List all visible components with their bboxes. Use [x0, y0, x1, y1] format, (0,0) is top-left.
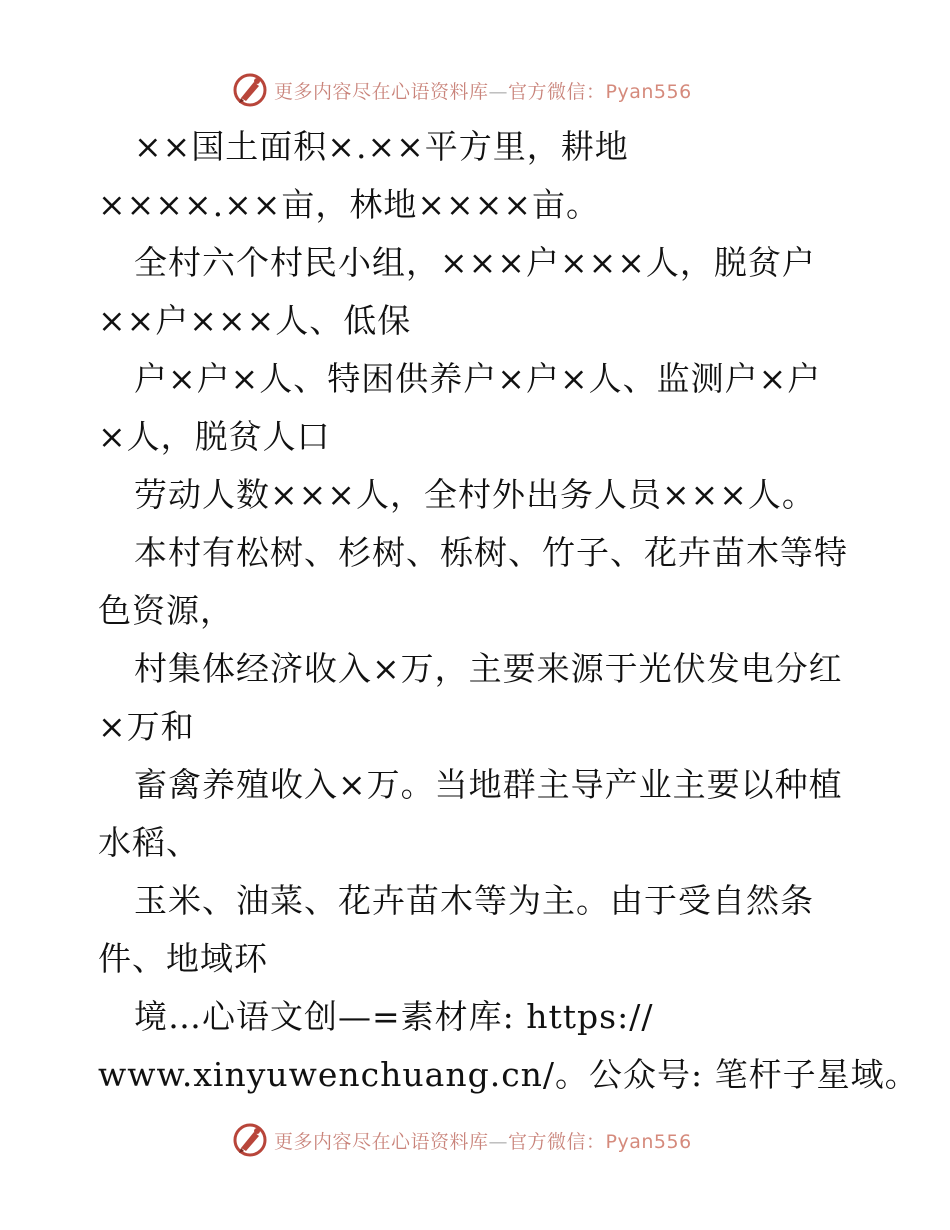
pen-logo-icon: [232, 1122, 268, 1158]
watermark-text: [274, 1127, 692, 1154]
watermark-wechat-id: Pyan556: [605, 80, 692, 103]
watermark-title: 更多内容尽在心语资料库: [274, 80, 489, 103]
text-line: 户×户×人、特困供养户×户×人、监测户×户: [134, 359, 822, 398]
pen-logo-icon: [232, 72, 268, 108]
text-line: 色资源，: [98, 591, 234, 630]
text-line: ××户×××人、低保: [98, 301, 412, 340]
watermark-wechat-label: 官方微信：: [508, 1130, 606, 1153]
text-line: www.xinyuwenchuang.cn/。公众号: 笔杆子星域。: [98, 1055, 919, 1094]
watermark-wechat-id: Pyan556: [605, 1130, 692, 1153]
text-line: 玉米、油菜、花卉苗木等为主。由于受自然条: [134, 881, 814, 920]
text-line: 水稻、: [98, 823, 200, 862]
text-line: ×万和: [98, 707, 195, 746]
text-line: 境…心语文创—=素材库: https://: [134, 997, 654, 1036]
watermark-text: [274, 77, 692, 104]
watermark-separator: —: [488, 80, 509, 103]
text-line: 村集体经济收入×万，主要来源于光伏发电分红: [134, 649, 843, 688]
footer-watermark: [232, 1120, 752, 1160]
text-line: 劳动人数×××人，全村外出务人员×××人。: [134, 475, 816, 514]
text-line: 全村六个村民小组，×××户×××人，脱贫户: [134, 243, 816, 282]
text-line: ××××.××亩，林地××××亩。: [98, 185, 600, 224]
text-line: 件、地域环: [98, 939, 268, 978]
watermark-title: 更多内容尽在心语资料库: [274, 1130, 489, 1153]
text-line: ×人，脱贫人口: [98, 417, 331, 456]
text-line: ××国土面积×.××平方里，耕地: [134, 127, 629, 166]
watermark-separator: —: [488, 1130, 509, 1153]
watermark-wechat-label: 官方微信：: [508, 80, 606, 103]
text-line: 本村有松树、杉树、栎树、竹子、花卉苗木等特: [134, 533, 848, 572]
text-line: 畜禽养殖收入×万。当地群主导产业主要以种植: [134, 765, 843, 804]
document-body: [98, 118, 919, 1104]
header-watermark: [232, 70, 752, 110]
